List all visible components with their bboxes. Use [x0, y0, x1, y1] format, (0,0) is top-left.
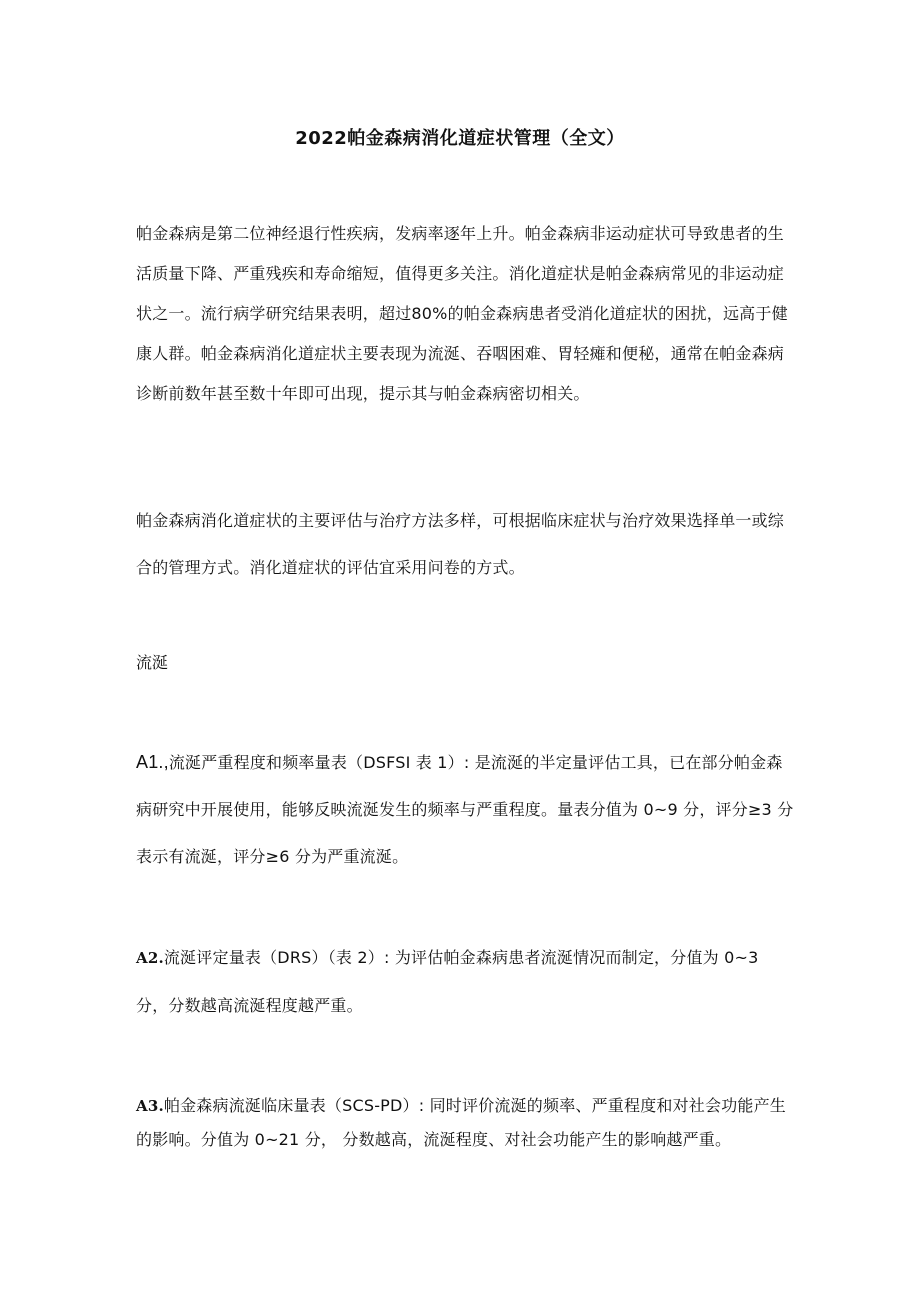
item-a2 — [136, 934, 796, 1029]
intro-paragraph: 帕金森病是第二位神经退行性疾病，发病率逐年上升。帕金森病非运动症状可导致患者的生活质量下降、严重残疾和寿命缩短，值得更多关注。消化道症状是帕金森病常见的非运动症状之一。流行病学研究结果表明，超过80%的帕金森病患者受消化道症状的困扰，远高于健康人群。帕金森病消化道症状主要表现为流涎、吞咽困难、胃轻瘫和便秘，通常在帕金森病诊断前数年甚至数十年即可出现，提示其与帕金森病密切相关。 — [136, 224, 788, 403]
item-a3 — [136, 1089, 796, 1156]
document-title: 2022帕金森病消化道症状管理（全文） — [295, 128, 625, 149]
item-a1 — [136, 739, 796, 880]
item-a2-label: A2. — [136, 949, 164, 967]
item-a1-text: 流涎严重程度和频率量表（DSFSI 表 1）: 是流涎的半定量评估工具，已在部分帕金森病研究中开展使用，能够反映流涎发生的频率与严重程度。量表分值为 0~9 分，评分≥3 分表示有流涎，评分≥6 分为严重流涎。 — [136, 753, 794, 866]
item-a2-text: 流涎评定量表（DRS）（表 2）: 为评估帕金森病患者流涎情况而制定，分值为 0~3 分，分数越高流涎程度越严重。 — [136, 948, 759, 1015]
section-heading-salivation: 流涎 — [136, 653, 169, 672]
assessment-paragraph: 帕金森病消化道症状的主要评估与治疗方法多样，可根据临床症状与治疗效果选择单一或综合的管理方式。消化道症状的评估宜采用问卷的方式。 — [136, 511, 785, 577]
item-a1-label: A1., — [136, 752, 169, 772]
item-a3-text: 帕金森病流涎临床量表（SCS-PD）: 同时评价流涎的频率、严重程度和对社会功能产生的影响。分值为 0~21 分， 分数越高，流涎程度、对社会功能产生的影响越严重。 — [136, 1096, 787, 1149]
item-a3-label: A3. — [136, 1097, 164, 1115]
